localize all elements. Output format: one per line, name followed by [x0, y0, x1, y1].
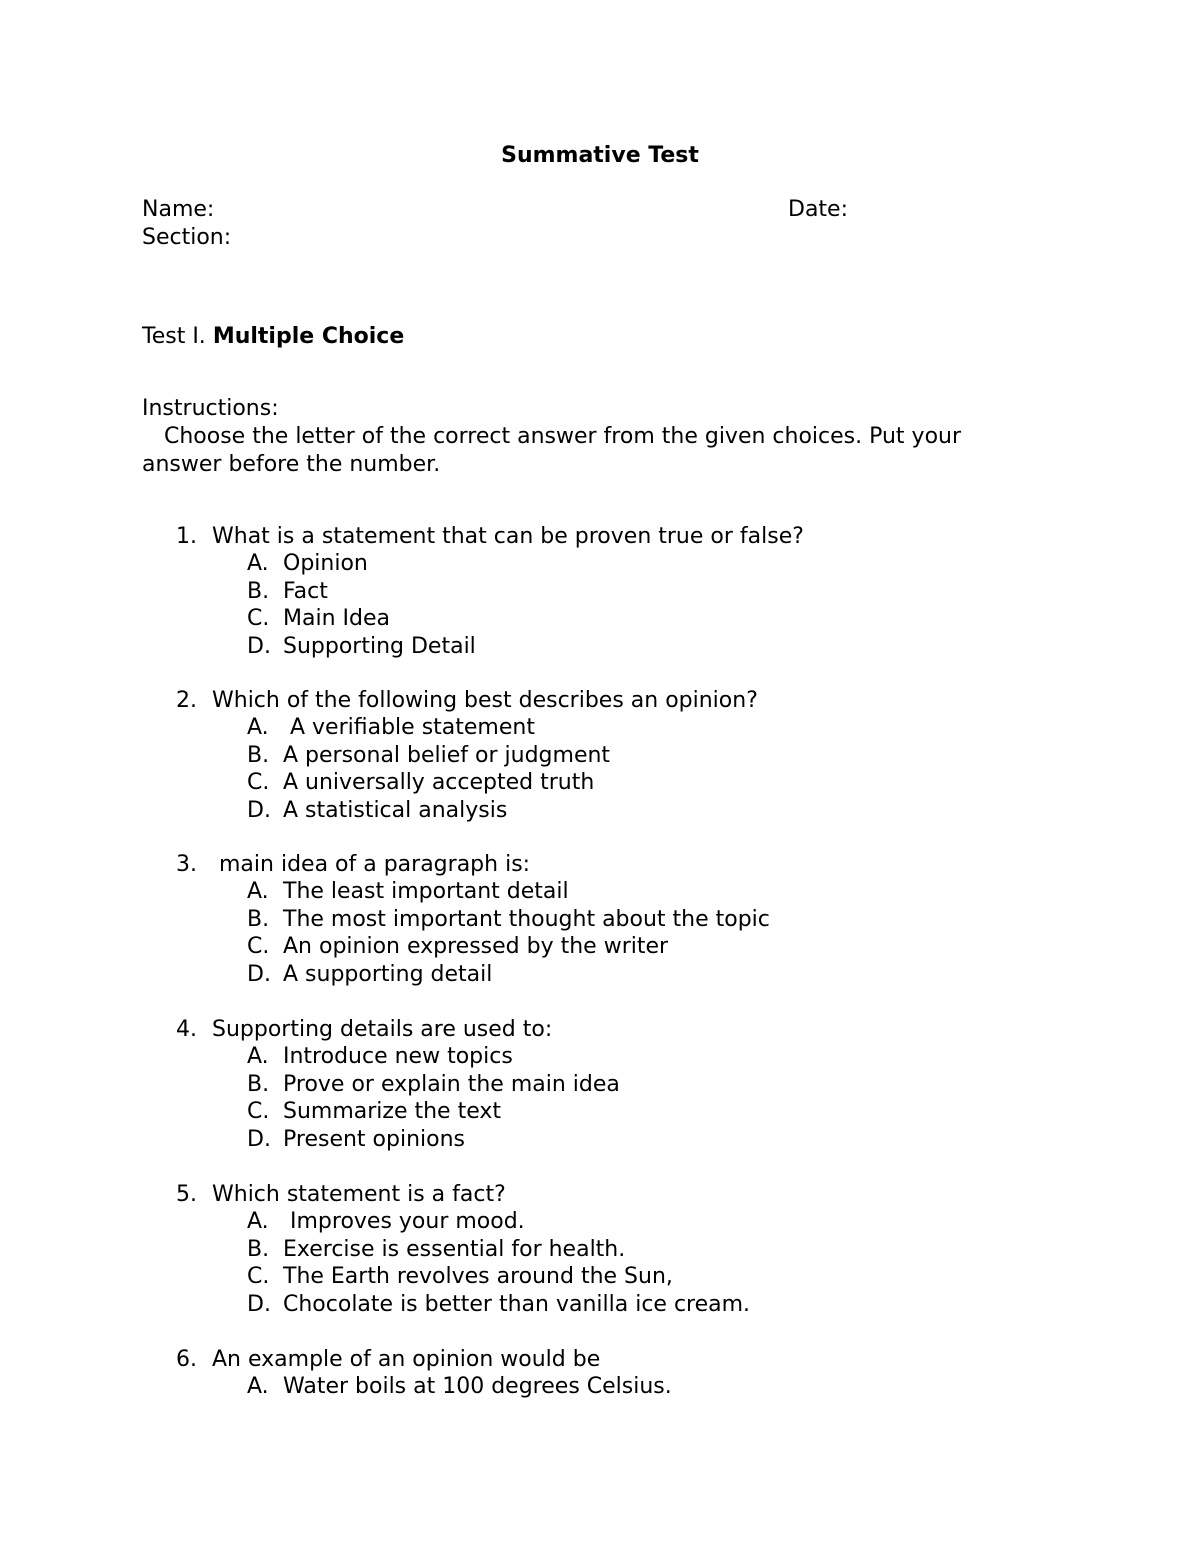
choice-text: A supporting detail	[283, 961, 493, 987]
choice-letter: D.	[247, 797, 271, 823]
choice-text: Opinion	[283, 551, 368, 577]
question-text: Which statement is a fact?	[212, 1182, 506, 1207]
choice-letter: B.	[247, 1236, 270, 1262]
choice	[0, 742, 1200, 769]
choice	[0, 1043, 1200, 1070]
instructions-label: Instructions:	[142, 396, 279, 421]
question-4	[0, 1016, 1200, 1153]
question-line	[0, 523, 1200, 550]
choice-letter: B.	[247, 906, 270, 932]
choice-text: Summarize the text	[283, 1099, 502, 1125]
choice-text: Main Idea	[283, 606, 390, 632]
choice-letter: C.	[247, 1099, 270, 1125]
choice-text: The most important thought about the topic	[283, 906, 770, 932]
choice	[0, 1098, 1200, 1125]
choice-text: Introduce new topics	[283, 1044, 513, 1070]
choice-letter: A.	[247, 715, 269, 741]
question-line	[0, 687, 1200, 714]
choice-letter: A.	[247, 1209, 269, 1235]
choice-text: A universally accepted truth	[283, 770, 595, 796]
choice	[0, 605, 1200, 632]
question-2	[0, 687, 1200, 824]
choice-text: A statistical analysis	[283, 797, 508, 823]
choice-letter: D.	[247, 1291, 271, 1317]
choice-text: The least important detail	[283, 879, 569, 905]
choice	[0, 769, 1200, 796]
choice	[0, 633, 1200, 660]
choice	[0, 714, 1200, 741]
choice-letter: C.	[247, 770, 270, 796]
choice-letter: A.	[247, 879, 269, 905]
question-1	[0, 523, 1200, 660]
question-6	[0, 1346, 1200, 1401]
choice-letter: D.	[247, 961, 271, 987]
choice-text: Present opinions	[283, 1126, 465, 1152]
question-number: 3.	[176, 852, 197, 877]
choice-text: A personal belief or judgment	[283, 742, 611, 768]
choice-text: Prove or explain the main idea	[283, 1071, 620, 1097]
question-line	[0, 1181, 1200, 1208]
choice	[0, 550, 1200, 577]
choice	[0, 933, 1200, 960]
question-line	[0, 851, 1200, 878]
question-3	[0, 851, 1200, 988]
choice-text: Supporting Detail	[283, 633, 476, 659]
choice	[0, 1263, 1200, 1290]
question-text: What is a statement that can be proven true or false?	[212, 524, 804, 549]
choice	[0, 578, 1200, 605]
choice-letter: D.	[247, 1126, 271, 1152]
choice	[0, 1208, 1200, 1235]
test-name: Multiple Choice	[212, 324, 405, 349]
choice-text: Improves your mood.	[283, 1209, 525, 1235]
question-number: 4.	[176, 1017, 197, 1042]
choice-letter: B.	[247, 742, 270, 768]
page-title: Summative Test	[501, 143, 699, 168]
question-number: 2.	[176, 688, 197, 713]
instructions-text: Choose the letter of the correct answer from the given choices. Put your answer before the number.	[142, 424, 962, 477]
choice-text: The Earth revolves around the Sun,	[283, 1264, 673, 1290]
choice-text: A verifiable statement	[283, 715, 535, 741]
name-label: Name:	[142, 197, 215, 222]
choice-letter: A.	[247, 1044, 269, 1070]
choice	[0, 1373, 1200, 1400]
choice-text: Chocolate is better than vanilla ice cream.	[283, 1291, 751, 1317]
choice-text: Exercise is essential for health.	[283, 1236, 626, 1262]
choice	[0, 797, 1200, 824]
date-label: Date:	[788, 197, 848, 222]
choice	[0, 961, 1200, 988]
test-prefix: Test I.	[142, 324, 206, 349]
choice-letter: C.	[247, 606, 270, 632]
choice-letter: B.	[247, 578, 270, 604]
question-text: Which of the following best describes an opinion?	[212, 688, 758, 713]
choice	[0, 1236, 1200, 1263]
choice	[0, 878, 1200, 905]
question-text: Supporting details are used to:	[212, 1017, 553, 1042]
choice	[0, 1291, 1200, 1318]
choice-letter: A.	[247, 1374, 269, 1400]
question-number: 1.	[176, 524, 197, 549]
question-number: 6.	[176, 1347, 197, 1372]
choice-text: An opinion expressed by the writer	[283, 934, 669, 960]
choice-text: Water boils at 100 degrees Celsius.	[283, 1374, 672, 1400]
choice-letter: B.	[247, 1071, 270, 1097]
choice-letter: D.	[247, 633, 271, 659]
choice-letter: C.	[247, 1264, 270, 1290]
choice-letter: A.	[247, 551, 269, 577]
question-line	[0, 1346, 1200, 1373]
test-heading	[142, 323, 404, 350]
choice	[0, 1126, 1200, 1153]
question-line	[0, 1016, 1200, 1043]
question-5	[0, 1181, 1200, 1318]
choice	[0, 906, 1200, 933]
choice-text: Fact	[283, 578, 328, 604]
question-text: main idea of a paragraph is:	[212, 852, 531, 877]
choice-letter: C.	[247, 934, 270, 960]
section-label: Section:	[142, 225, 232, 250]
question-number: 5.	[176, 1182, 197, 1207]
choice	[0, 1071, 1200, 1098]
question-text: An example of an opinion would be	[212, 1347, 601, 1372]
